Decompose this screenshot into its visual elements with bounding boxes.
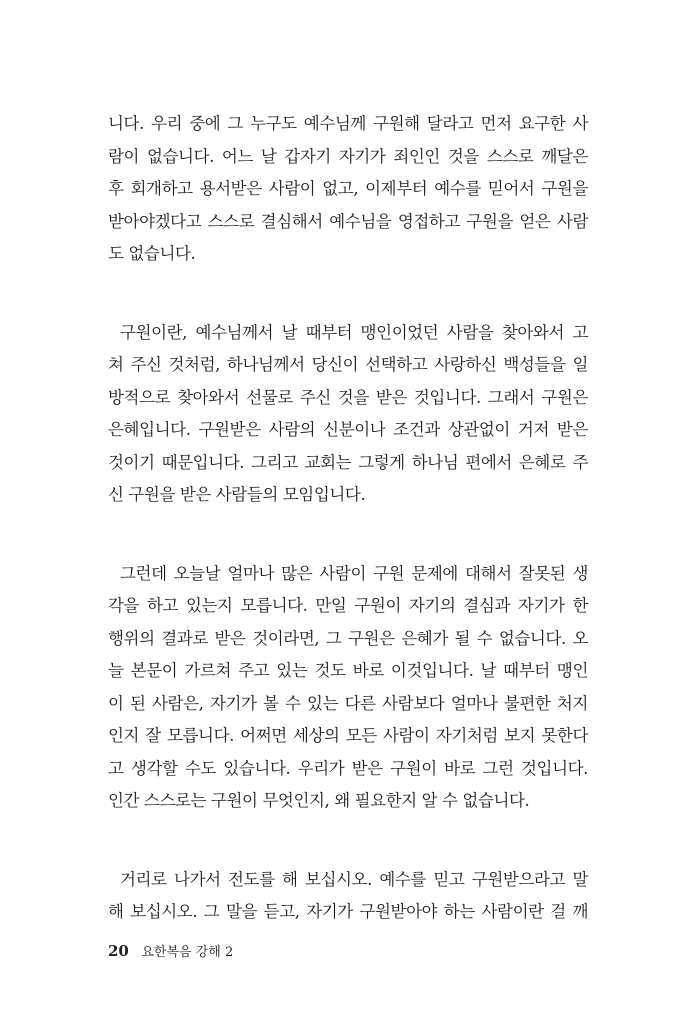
paragraph-3	[108, 558, 588, 818]
text-line: 그런데 오늘날 얼마나 많은 사람이 구원 문제에 대해서 잘못된 생	[120, 563, 588, 583]
text-line: 해 보십시오. 그 말을 듣고, 자기가 구원받아야 하는 사람이란 걸 깨	[108, 902, 588, 921]
text-line: 것이기 때문입니다. 그리고 교회는 그렇게 하나님 편에서 은혜로 주	[108, 452, 588, 472]
running-title: 요한복음 강해 2	[141, 945, 234, 960]
text-line: 구원이란, 예수님께서 날 때부터 맹인이었던 사람을 찾아와서 고	[120, 322, 588, 342]
text-line: 도 없습니다.	[108, 244, 196, 263]
text-line: 방적으로 찾아와서 선물로 주신 것을 받은 것입니다. 그래서 구원은	[108, 387, 588, 407]
text-line: 람이 없습니다. 어느 날 갑자기 자기가 죄인인 것을 스스로 깨달은	[108, 146, 588, 166]
text-line: 쳐 주신 것처럼, 하나님께서 당신이 선택하고 사랑하신 백성들을 일	[108, 355, 588, 374]
text-line: 신 구원을 받은 사람들의 모임입니다.	[108, 485, 366, 504]
paragraph-2	[108, 317, 588, 512]
page-footer	[108, 941, 233, 963]
text-line: 거리로 나가서 전도를 해 보십시오. 예수를 믿고 구원받으라고 말	[120, 869, 588, 889]
text-line: 인지 잘 모릅니다. 어쩌면 세상의 모든 사람이 자기처럼 보지 못한다	[108, 726, 588, 745]
page-number: 20	[108, 942, 129, 960]
text-line: 받아야겠다고 스스로 결심해서 예수님을 영접하고 구원을 얻은 사람	[108, 211, 588, 231]
text-line: 니다. 우리 중에 그 누구도 예수님께 구원해 달라고 먼저 요구한 사	[108, 114, 588, 133]
text-line: 은혜입니다. 구원받은 사람의 신분이나 조건과 상관없이 거저 받은	[108, 420, 588, 439]
text-line: 고 생각할 수도 있습니다. 우리가 받은 구원이 바로 그런 것입니다.	[108, 758, 588, 778]
body-text	[108, 108, 588, 975]
text-line: 이 된 사람은, 자기가 볼 수 있는 다른 사람보다 얼마나 불편한 처지	[108, 693, 588, 713]
text-line: 후 회개하고 용서받은 사람이 없고, 이제부터 예수를 믿어서 구원을	[108, 179, 588, 198]
text-line: 각을 하고 있는지 모릅니다. 만일 구원이 자기의 결심과 자기가 한	[108, 596, 588, 615]
text-line: 행위의 결과로 받은 것이라면, 그 구원은 은혜가 될 수 없습니다. 오	[108, 628, 588, 648]
text-line: 늘 본문이 가르쳐 주고 있는 것도 바로 이것입니다. 날 때부터 맹인	[108, 661, 588, 680]
paragraph-1	[108, 108, 588, 271]
text-line: 인간 스스로는 구원이 무엇인지, 왜 필요한지 알 수 없습니다.	[108, 791, 530, 810]
paragraph-4	[108, 864, 588, 929]
